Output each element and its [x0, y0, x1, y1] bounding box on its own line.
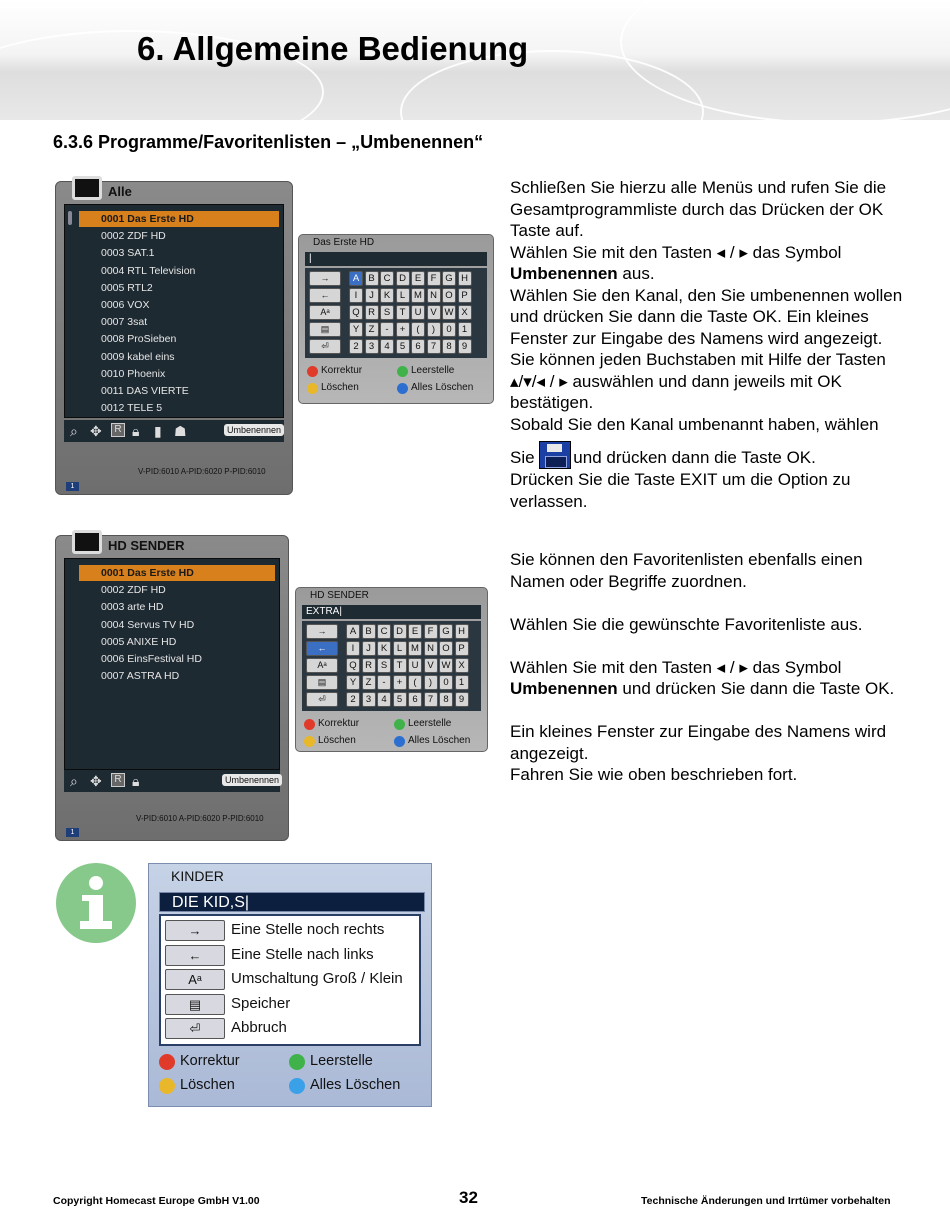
key[interactable]: B [365, 271, 379, 286]
text-line: angezeigt. [510, 743, 589, 763]
search-icon[interactable]: ⌕ [70, 773, 78, 789]
key[interactable]: R [362, 658, 376, 673]
key[interactable]: U [408, 658, 422, 673]
section-title: 6.3.6 Programme/Favoritenlisten – „Umbenennen“ [53, 132, 484, 152]
instructions-1 [510, 177, 902, 512]
dialog-item-label: Eine Stelle noch rechts [231, 921, 385, 938]
text-line: Wählen Sie den Kanal, den Sie umbenennen wollen [510, 285, 903, 305]
key[interactable]: Z [365, 322, 379, 337]
search-icon[interactable]: ⌕ [70, 423, 78, 439]
key[interactable]: P [458, 288, 472, 303]
tv-icon [72, 176, 102, 200]
key[interactable]: ) [427, 322, 441, 337]
key[interactable]: K [380, 288, 394, 303]
function-key[interactable]: → [309, 271, 341, 286]
key[interactable]: T [393, 658, 407, 673]
text-line: Taste auf. [510, 221, 584, 240]
color-button-icon [289, 1054, 305, 1070]
key[interactable]: ) [424, 675, 438, 690]
channel-row[interactable]: 0011 DAS VIERTE [101, 385, 189, 397]
rename-button[interactable]: Umbenennen [222, 774, 282, 786]
dialog-key[interactable]: ⏎ [165, 1018, 225, 1039]
legend-label: Korrektur [180, 1053, 240, 1069]
channel-row[interactable]: 0003 arte HD [101, 601, 164, 614]
legend-label: Korrektur [318, 718, 360, 729]
channel-row[interactable]: 0004 RTL Television [101, 264, 196, 277]
key[interactable]: 7 [427, 339, 441, 354]
text-line: Sie und drücken dann die Taste OK. [510, 441, 902, 469]
key[interactable]: A [346, 624, 360, 639]
footer-disclaimer: Technische Änderungen und Irrtümer vorbehalten [641, 1195, 891, 1207]
key[interactable]: N [424, 641, 438, 656]
text-line: ▴/▾/◂ / ▸ auswählen und dann jeweils mit OK [510, 371, 842, 391]
dialog-item-label: Eine Stelle nach links [231, 945, 374, 963]
key[interactable]: V [427, 305, 441, 320]
key[interactable]: J [362, 641, 376, 656]
legend-label: Alles Löschen [310, 1077, 401, 1093]
toolbar [64, 420, 284, 442]
key[interactable]: L [396, 288, 410, 303]
legend-label: Alles Löschen [408, 735, 471, 746]
key[interactable]: B [362, 624, 376, 639]
key[interactable]: R [365, 305, 379, 320]
color-button-icon [397, 366, 408, 377]
key[interactable]: O [439, 641, 453, 656]
key[interactable]: F [427, 271, 441, 286]
color-button-icon [304, 736, 315, 747]
text-line: Sie können jeden Buchstaben mit Hilfe der Tasten [510, 350, 886, 369]
key[interactable]: K [377, 641, 391, 656]
channel-row[interactable]: 0007 3sat [101, 316, 148, 329]
key[interactable]: + [393, 675, 407, 690]
key[interactable]: ( [408, 675, 422, 690]
name-input[interactable]: | [305, 252, 487, 266]
channel-row[interactable]: 0005 RTL2 [101, 281, 153, 294]
color-button-icon [307, 366, 318, 377]
color-button-icon [307, 383, 318, 394]
arrow-keys-icon: ▴/▾/◂ / ▸ [510, 371, 568, 391]
lock-icon[interactable]: 🔒︎ [132, 773, 140, 789]
text-line: Wählen Sie mit den Tasten ◂ / ▸ das Symbol [510, 657, 842, 677]
dialog-help-list [159, 914, 421, 1046]
text-line: bestätigen. [510, 393, 594, 412]
key[interactable]: Q [346, 658, 360, 673]
text-line: und drücken Sie dann die Taste OK. Ein kleines [510, 307, 869, 326]
key[interactable]: H [455, 624, 469, 639]
page-title: 6. Allgemeine Bedienung [137, 30, 529, 67]
key[interactable]: H [458, 271, 472, 286]
text-line: Umbenennen und drücken Sie dann die Taste OK. [510, 679, 895, 698]
channel-row[interactable]: 0005 ANIXE HD [101, 635, 177, 648]
key[interactable]: E [411, 271, 425, 286]
footer-copyright: Copyright Homecast Europe GmbH V1.00 [53, 1195, 260, 1207]
key[interactable]: W [442, 305, 456, 320]
text-line: Fenster zur Eingabe des Namens wird angezeigt. [510, 328, 883, 348]
dialog-key[interactable]: ▤ [165, 994, 225, 1015]
key[interactable]: 2 [346, 692, 360, 707]
key[interactable]: - [377, 675, 391, 690]
function-key[interactable]: ⏎ [309, 339, 341, 354]
dialog-item-label: Abbruch [231, 1019, 287, 1036]
channel-row[interactable]: 0002 ZDF HD [101, 230, 166, 243]
color-button-icon [289, 1078, 305, 1094]
function-key[interactable]: ← [309, 288, 341, 303]
key[interactable]: T [396, 305, 410, 320]
key[interactable]: X [455, 658, 469, 673]
color-button-icon [397, 383, 408, 394]
key[interactable]: X [458, 305, 472, 320]
key[interactable]: 0 [439, 675, 453, 690]
key[interactable]: Y [349, 322, 363, 337]
color-button-icon [159, 1078, 175, 1094]
channel-list-panel [55, 181, 293, 495]
keyboard-title: Das Erste HD [313, 237, 375, 248]
text-line: Sie können den Favoritenlisten ebenfalls einen [510, 550, 863, 569]
key[interactable]: 6 [408, 692, 422, 707]
pid-info: V-PID:6010 A-PID:6020 P-PID:6010 [136, 814, 264, 823]
name-input[interactable]: EXTRA| [302, 605, 481, 619]
key[interactable]: G [442, 271, 456, 286]
channel-row[interactable]: 0008 ProSieben [101, 333, 177, 346]
key[interactable]: 2 [349, 339, 363, 354]
key[interactable]: C [377, 624, 391, 639]
key[interactable]: J [365, 288, 379, 303]
text-line: Gesamtprogrammliste durch das Drücken der OK [510, 199, 884, 219]
tv-icon [72, 530, 102, 554]
key[interactable]: S [380, 305, 394, 320]
dialog-key[interactable]: ← [165, 945, 225, 966]
page-indicator: 1 [66, 828, 79, 837]
channel-row[interactable]: 0004 Servus TV HD [101, 618, 195, 631]
text-line: Umbenennen aus. [510, 264, 655, 283]
key[interactable]: ( [411, 322, 425, 337]
dialog-item-label: Umschaltung Groß / Klein [231, 970, 403, 987]
function-key[interactable]: ▤ [306, 675, 338, 690]
key[interactable]: Z [362, 675, 376, 690]
channel-list-title: Alle [108, 184, 132, 199]
key[interactable]: 9 [458, 339, 472, 354]
toolbar [64, 770, 280, 792]
key[interactable]: 0 [442, 322, 456, 337]
dialog-key[interactable]: → [165, 920, 225, 941]
key[interactable]: 1 [455, 675, 469, 690]
trash-icon[interactable]: ▮ [154, 423, 162, 439]
legend-label: Löschen [180, 1077, 235, 1093]
save-icon [539, 441, 571, 469]
channel-list [64, 558, 280, 770]
key[interactable]: 6 [411, 339, 425, 354]
key[interactable]: M [411, 288, 425, 303]
key[interactable]: 1 [458, 322, 472, 337]
key[interactable]: 5 [396, 339, 410, 354]
legend-label: Löschen [321, 382, 359, 393]
page-number: 32 [459, 1188, 478, 1207]
key[interactable]: 3 [362, 692, 376, 707]
rename-dialog [148, 863, 432, 1107]
keyboard-panel [295, 587, 488, 752]
key[interactable]: V [424, 658, 438, 673]
channel-row[interactable]: 0001 Das Erste HD [79, 565, 275, 581]
key[interactable]: U [411, 305, 425, 320]
channel-list [64, 204, 284, 418]
channel-row[interactable]: 0003 SAT.1 [101, 247, 155, 260]
arrow-left-right-icon: ◂ / ▸ [716, 657, 748, 677]
key[interactable]: A [349, 271, 363, 286]
key[interactable]: L [393, 641, 407, 656]
channel-row[interactable]: 0012 TELE 5 [101, 402, 163, 415]
text-line: Fahren Sie wie oben beschrieben fort. [510, 765, 798, 784]
key[interactable]: M [408, 641, 422, 656]
color-button-icon [304, 719, 315, 730]
function-key[interactable]: ▤ [309, 322, 341, 337]
key-grid [302, 621, 481, 711]
function-key[interactable]: Aᵃ [309, 305, 341, 320]
key[interactable]: 4 [380, 339, 394, 354]
key[interactable]: 8 [442, 339, 456, 354]
key[interactable]: 7 [424, 692, 438, 707]
key[interactable]: 8 [439, 692, 453, 707]
key[interactable]: W [439, 658, 453, 673]
channel-row[interactable]: 0007 ASTRA HD [101, 670, 180, 683]
text-line: Sobald Sie den Kanal umbenannt haben, wählen [510, 414, 879, 434]
info-icon [56, 863, 136, 943]
lock-icon[interactable]: 🔒︎ [132, 423, 140, 439]
legend-label: Korrektur [321, 365, 363, 376]
key[interactable]: - [380, 322, 394, 337]
key[interactable]: G [439, 624, 453, 639]
dialog-title: KINDER [171, 868, 224, 884]
key[interactable]: 5 [393, 692, 407, 707]
key[interactable]: Q [349, 305, 363, 320]
channel-row[interactable]: 0001 Das Erste HD [79, 211, 279, 227]
key[interactable]: O [442, 288, 456, 303]
key[interactable]: P [455, 641, 469, 656]
dialog-item-label: Speicher [231, 994, 291, 1012]
key[interactable]: 3 [365, 339, 379, 354]
legend-label: Leerstelle [411, 365, 455, 376]
move-icon[interactable]: ✥ [90, 423, 102, 439]
key[interactable]: 9 [455, 692, 469, 707]
rename-icon[interactable]: R [111, 773, 125, 787]
key[interactable]: 4 [377, 692, 391, 707]
function-key[interactable]: ⏎ [306, 692, 338, 707]
dialog-key[interactable]: Aᵃ [165, 969, 225, 990]
color-button-icon [394, 736, 405, 747]
page-indicator: 1 [66, 482, 79, 491]
dialog-name-input[interactable]: DIE KID,S| [159, 892, 425, 912]
keyboard-title: HD SENDER [310, 590, 369, 601]
key[interactable]: + [396, 322, 410, 337]
legend-label: Leerstelle [408, 718, 452, 729]
move-icon[interactable]: ✥ [90, 773, 102, 789]
rename-icon[interactable]: R [111, 423, 125, 437]
color-button-icon [159, 1054, 175, 1070]
key[interactable]: D [393, 624, 407, 639]
legend-label: Alles Löschen [411, 382, 474, 393]
text-line: Schließen Sie hierzu alle Menüs und rufen Sie die [510, 178, 887, 197]
favorite-list-title: HD SENDER [108, 538, 185, 553]
legend-label: Leerstelle [310, 1053, 373, 1069]
channel-row[interactable]: 0006 VOX [101, 299, 150, 311]
scrollbar[interactable] [68, 211, 72, 225]
channel-row[interactable]: 0006 EinsFestival HD [101, 653, 202, 665]
pid-info: V-PID:6010 A-PID:6020 P-PID:6010 [138, 467, 266, 476]
arrow-left-right-icon: ◂ / ▸ [716, 242, 748, 262]
function-key[interactable]: ← [306, 641, 338, 656]
text-line: Namen oder Begriffe zuordnen. [510, 571, 747, 591]
key[interactable]: S [377, 658, 391, 673]
color-button-icon [394, 719, 405, 730]
text-line: Wählen Sie mit den Tasten ◂ / ▸ das Symbol [510, 242, 842, 262]
text-line: Wählen Sie die gewünschte Favoritenliste aus. [510, 614, 863, 634]
favorite-list-panel [55, 535, 289, 841]
legend-label: Löschen [318, 735, 356, 746]
key[interactable]: I [349, 288, 363, 303]
text-line: verlassen. [510, 491, 588, 511]
key[interactable]: Y [346, 675, 360, 690]
function-key[interactable]: Aᵃ [306, 658, 338, 673]
channel-row[interactable]: 0010 Phoenix [101, 367, 166, 380]
channel-row[interactable]: 0002 ZDF HD [101, 584, 166, 597]
key[interactable]: D [396, 271, 410, 286]
function-key[interactable]: → [306, 624, 338, 639]
key[interactable]: N [427, 288, 441, 303]
key[interactable]: F [424, 624, 438, 639]
key[interactable]: E [408, 624, 422, 639]
instructions-2 [510, 549, 894, 786]
channel-row[interactable]: 0009 kabel eins [101, 350, 175, 363]
key[interactable]: I [346, 641, 360, 656]
rename-button[interactable]: Umbenennen [224, 424, 284, 436]
user-icon[interactable]: ☗ [174, 423, 187, 439]
key-grid [305, 268, 487, 358]
text-line: Ein kleines Fenster zur Eingabe des Namens wird [510, 722, 887, 741]
text-line: Drücken Sie die Taste EXIT um die Option zu [510, 470, 851, 489]
keyboard-panel [298, 234, 494, 404]
key[interactable]: C [380, 271, 394, 286]
